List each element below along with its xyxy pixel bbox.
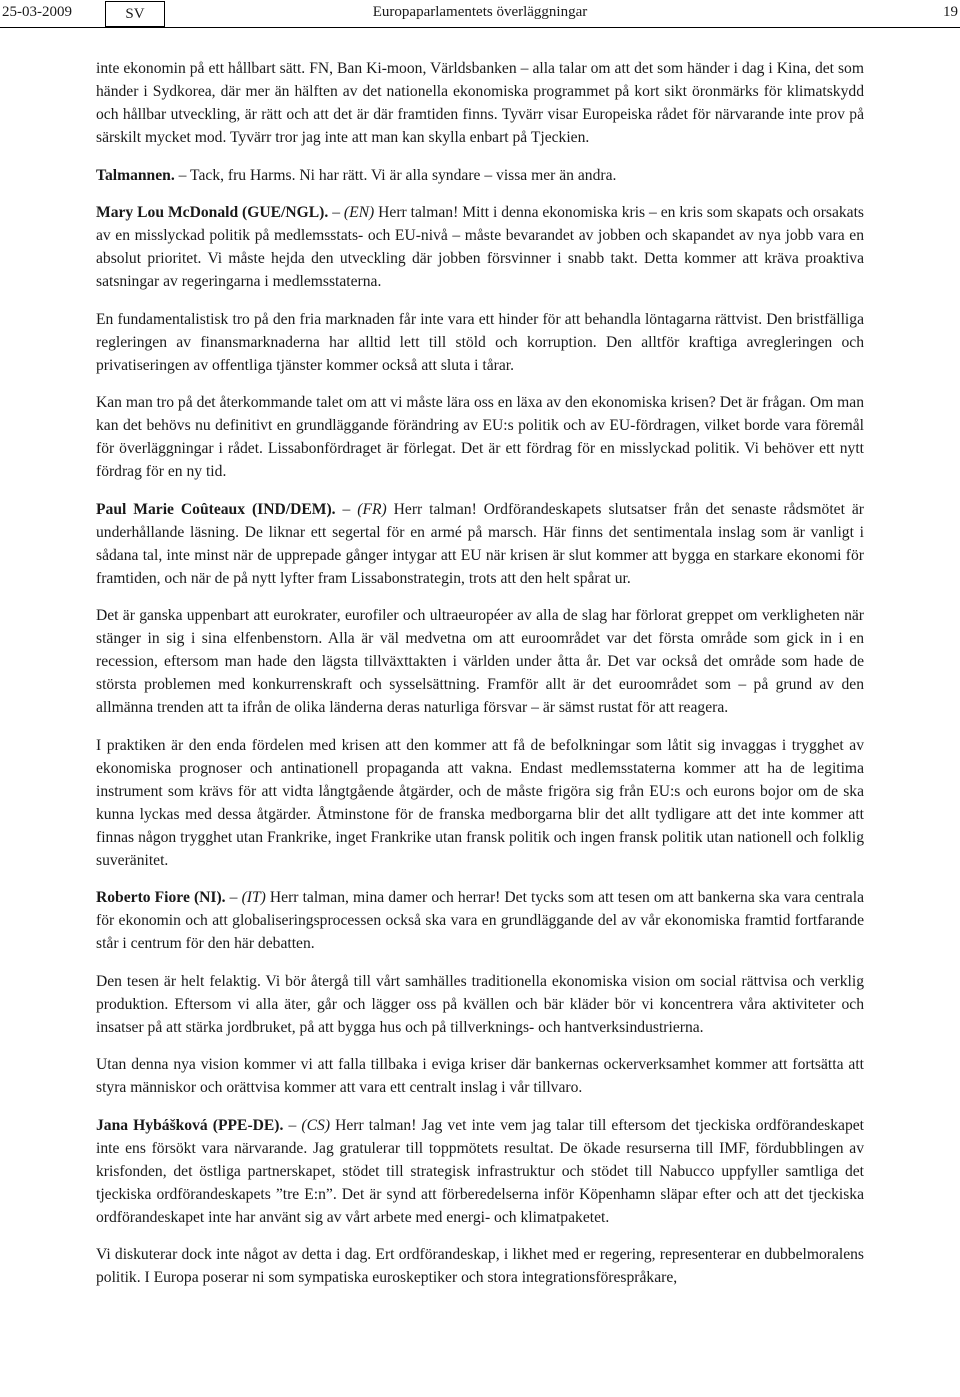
paragraph: Paul Marie Coûteaux (IND/DEM). – (FR) Herr talman! Ordförandeskapets slutsatser från det senaste rådsmötet är underhållande läsning. De liknar ett segertal för en armé på marsch. Här finns det sentimentala inslag som är vanligt i sådana tal, inte minst när de upprepade gånger intygar att EU när krisen är slut kommer att bygga en starkare ekonomi för framtiden, och när de på nytt lyfter fram Lissabonstrategin, trots att den helt spårat ur. bbox=[96, 500, 864, 587]
language-marker: (IT) bbox=[241, 889, 266, 906]
language-code-box: SV bbox=[105, 1, 165, 27]
speaker-name: Roberto Fiore (NI). bbox=[96, 889, 226, 906]
document-body bbox=[96, 57, 864, 1304]
speaker-name: Jana Hybášková (PPE-DE). bbox=[96, 1116, 284, 1134]
paragraph: Roberto Fiore (NI). – (IT) Herr talman, mina damer och herrar! Det tycks som att tesen om att bankerna ska vara centrala för ekonomin och att globaliseringsprocessen också ska vara en grundläggande del av vår ekonomiska framtid fortfarande står i centrum för den här debatten. bbox=[96, 889, 864, 952]
paragraph: inte ekonomin på ett hållbart sätt. FN, Ban Ki-moon, Världsbanken – alla talar om att det som händer i dag i Kina, det som händer i Sydkorea, där mer än hälften av det nationella ekonomiska programmet på kort sikt öronmärks för klimatskydd och hållbar utveckling, är rätt och att det är där framtiden finns. Tyvärr visar Europeiska rådet för närvarande inte prov på särskilt mycket mod. Tyvärr tror jag inte att man kan skylla enbart på Tjeckien. bbox=[96, 60, 864, 146]
paragraph: Det är ganska uppenbart att eurokrater, eurofiler och ultraeuropéer av alla de slag har förlorat greppet om verkligheten när stänger in sig i sina elfenbenstorn. Alla är väl medvetna om att euroområdet var det första område som gick in i en recession, eftersom man hade den lägsta tillväxttakten i världen under åtta år. Det var också det område som hade de största problemen med konkurrenskraft och sysselsättning. Framför allt är det euroområdet som – på grund av den allmänna trenden att ta ifrån de olika länderna deras naturliga försvar – är sämst rustat för att reagera. bbox=[96, 607, 864, 716]
document-title: Europaparlamentets överläggningar bbox=[372, 4, 588, 20]
header-date: 25-03-2009 bbox=[2, 4, 72, 20]
paragraph: I praktiken är den enda fördelen med krisen att den kommer att få de befolkningar som låtit sig invaggas i trygghet av ekonomiska prognoser och antinationell propaganda att vakna. Endast medlemsstaterna kommer att ha de legitima instrument som krävs för att vidta långtgående åtgärder, och de måste frigöra sig från EU:s och eurons bojor om de ska kunna lyckas med dessa åtgärder. Åtminstone för de franska medborgarna blir det allt tydligare att det inte kommer att finnas någon trygghet utan Frankrike, inget Frankrike utan fransk politik och ingen fransk politik utan nationell och folklig suveränitet. bbox=[96, 736, 864, 869]
paragraph: Mary Lou McDonald (GUE/NGL). – (EN) Herr talman! Mitt i denna ekonomiska kris – en kris som skapats och orsakats av en misslyckad politik på medlemsstats- och EU-nivå – måste bevarandet av jobben och skapandet av nya jobb vara en absolut prioritet. Vi måste hejda den utveckling där jobben försvinner i snabb takt. Detta kommer att kräva proaktiva satsningar av regeringarna i medlemsstaterna. bbox=[96, 204, 865, 290]
paragraph: Kan man tro på det återkommande talet om att vi måste lära oss en läxa av den ekonomiska krisen? Det är frågan. Om man kan det behövs nu definitivt en grundläggande förändring av EU:s politik och av EU-fördragen, vilket borde vara föremål för överläggningar i rådet. Lissabonfördraget är förlegat. Det är ett fördrag för en misslyckad politik. Vi behöver ett nytt fördrag för en ny tid. bbox=[96, 394, 864, 480]
paragraph: Jana Hybášková (PPE-DE). – (CS) Herr talman! Jag vet inte vem jag talar till eftersom det tjeckiska ordförandeskapet inte ens försökt vara närvarande. Jag gratulerar till toppmötets resultat. De ökade resurserna till IMF, fördubblingen av krisfonden, det östliga partnerskapet, stödet till strategisk infrastruktur och stödet till Nabucco uppfyller samtliga det tjeckiska ordförandeskapets ”tre E:n”. Det är synd att förberedelserna inför Köpenhamn släpar efter och att det tjeckiska ordförandeskapet inte har använt sig av vårt arbete med energi- och klimatpaketet. bbox=[96, 1116, 865, 1226]
paragraph: Talmannen. – Tack, fru Harms. Ni har rätt. Vi är alla syndare – vissa mer än andra. bbox=[96, 166, 617, 184]
speaker-name: Mary Lou McDonald (GUE/NGL). bbox=[96, 204, 329, 221]
page-header bbox=[0, 0, 960, 28]
paragraph: Vi diskuterar dock inte något av detta i dag. Ert ordförandeskap, i likhet med er regering, representerar en dubbelmoralens politik. I Europa poserar ni som sympatiska euroskeptiker och stora integrationsförespråkare, bbox=[96, 1246, 864, 1286]
paragraph: Utan denna nya vision kommer vi att falla tillbaka i eviga kriser där bankernas ockerverksamhet kommer att fortsätta att styra människor och orättvisa kommer att vara ett centralt inslag i vår tillvaro. bbox=[96, 1056, 864, 1096]
language-marker: (CS) bbox=[301, 1116, 331, 1134]
speaker-name: Paul Marie Coûteaux (IND/DEM). bbox=[96, 500, 336, 518]
paragraph: En fundamentalistisk tro på den fria marknaden får inte vara ett hinder för att behandla löntagarna rättvist. Den bristfälliga regleringen av finansmarknaderna har alltid lett till stöld och korruption. Den alltför kraftiga avregleringen och privatiseringen av offentliga tjänster kommer också att sluta i tårar. bbox=[96, 310, 864, 374]
paragraph: Den tesen är helt felaktig. Vi bör återgå till vårt samhälles traditionella ekonomiska vision om social rättvisa och verklig produktion. Eftersom vi alla äter, går och lägger oss på kvällen och bär kläder bör vi koncentrera våra aktiviteter och insatser på att stärka jordbruket, på att bygga hus och på tillverknings- och hantverksindustrierna. bbox=[96, 972, 864, 1036]
language-marker: (FR) bbox=[357, 500, 387, 518]
page-number: 19 bbox=[943, 4, 958, 20]
language-marker: (EN) bbox=[343, 204, 375, 221]
speaker-name: Talmannen. bbox=[96, 166, 175, 184]
